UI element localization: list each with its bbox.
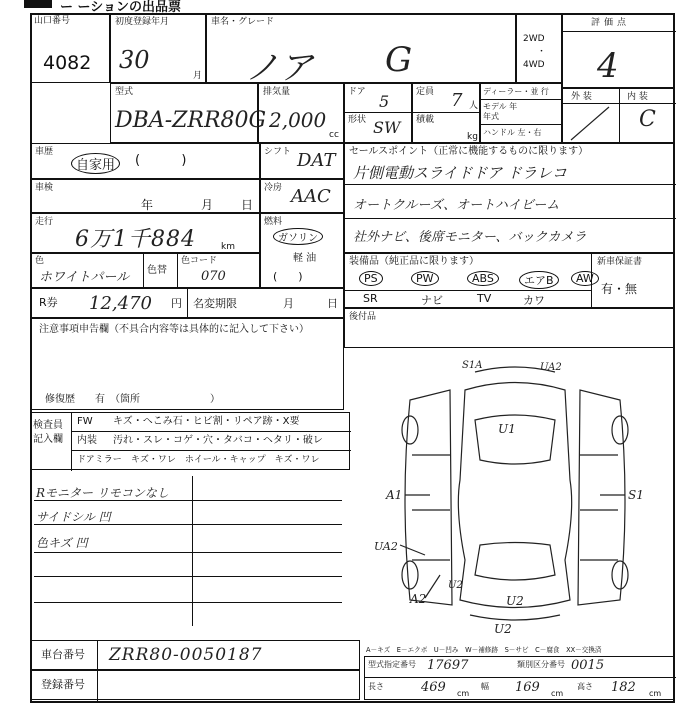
checklist-row1-body: キズ・へこみ石・ヒビ割・リペア跡・X要 [113, 416, 300, 427]
lot-number: 4082 [43, 52, 92, 74]
inspector-note-2: サイドシル 凹 [36, 510, 111, 524]
history-paren: ( ) [135, 153, 187, 168]
sales-point-line-2: オートクルーズ、オートハイビーム [353, 198, 560, 213]
fuel-value: ガソリン [273, 228, 323, 245]
mark-a1: A1 [386, 488, 403, 502]
mark-u2-a: U2 [448, 580, 463, 591]
reg-year-cell [110, 13, 206, 83]
transfer-label: 名変期限 [193, 297, 237, 310]
drive-4wd: 4WD [523, 60, 545, 70]
equip-pw: PW [411, 271, 439, 286]
registration-split [97, 671, 98, 701]
equipment-label: 装備品（純正品に限ります） [349, 256, 479, 267]
color-change-label: 色替 [147, 265, 167, 276]
checklist-block [30, 412, 350, 470]
color-label: 色 [35, 256, 45, 266]
mark-u2-c: U2 [494, 622, 512, 636]
height-value: 182 [611, 680, 636, 695]
grade-label: 評価点 [591, 18, 631, 28]
note-rule-5 [34, 602, 342, 603]
length-unit: cm [457, 689, 470, 698]
dealer-cell [480, 83, 562, 143]
drive-dot: ・ [537, 47, 547, 57]
inspector-notes-area [30, 472, 350, 632]
width-unit: cm [551, 689, 564, 698]
notes-label: 注意事項申告欄（不具合内容等は具体的に記入して下さい） [39, 324, 309, 335]
checklist-split [71, 413, 72, 471]
displacement-unit: cc [329, 130, 339, 140]
repair-history: 修復歴 有 （箇所 ） [45, 394, 220, 405]
shift-label: シフト [264, 147, 292, 157]
fuel-paren: ( ) [273, 270, 303, 283]
new-warranty-value: 有・無 [601, 282, 638, 296]
region-label: 山口番号 [34, 16, 71, 26]
fuel-label: 燃料 [264, 217, 283, 227]
registration-row [30, 670, 360, 700]
chassis-split [97, 641, 98, 671]
mark-a2: A2 [410, 592, 427, 606]
reg-month-unit: 月 [193, 71, 203, 81]
mark-ua2-side: UA2 [374, 540, 398, 553]
mark-s1: S1 [628, 488, 644, 502]
wheel-rr [612, 561, 628, 589]
wheel-fr [612, 416, 628, 444]
inspector-note-3: 色キズ 凹 [36, 536, 88, 550]
inspection-year: 年 [141, 198, 154, 212]
checklist-row2-head: 内装 [77, 435, 97, 446]
int-label: 内 装 [627, 92, 648, 102]
equip-leather: カワ [523, 294, 545, 307]
record-label: 記入欄 [33, 434, 63, 445]
shift-value: DAT [297, 150, 336, 171]
displacement-value: 2,000 [269, 108, 327, 132]
note-split [192, 476, 193, 626]
inspection-day: 日 [241, 198, 254, 212]
shift-cell [260, 143, 344, 179]
header-black-mark [24, 0, 52, 8]
equip-tv: TV [477, 292, 492, 305]
capacity-cell [412, 83, 480, 143]
dealer-line2: モデル 年 [483, 102, 518, 111]
dealer-divider1 [481, 99, 563, 100]
dealer-line1: ディーラー・並 行 [483, 87, 549, 96]
pointer-a2 [425, 575, 440, 598]
model-name-cell [206, 13, 516, 88]
checklist-row2-body: 汚れ・スレ・コゲ・穴・タバコ・ヘタリ・破レ [113, 435, 323, 446]
length-label: 長さ [368, 682, 384, 691]
history-value: 自家用 [71, 153, 120, 174]
int-value: C [639, 107, 656, 132]
equip-navi: ナビ [421, 294, 443, 307]
model-code-cell [110, 83, 267, 143]
ext-label: 外 装 [571, 92, 592, 102]
capacity-unit: 人 [469, 101, 479, 111]
ac-label: 冷房 [264, 183, 283, 193]
dealer-handle: ハンドル 左・右 [483, 128, 542, 137]
mileage-label: 走行 [35, 217, 54, 227]
notes-block [30, 318, 344, 410]
dealer-line3: 年式 [483, 112, 499, 121]
color-code-label: 色コード [181, 256, 218, 266]
grade-divider [563, 31, 676, 32]
equipment-divider [345, 290, 591, 291]
model-name-value: ノア [245, 48, 313, 88]
grade-value: 4 [597, 46, 619, 86]
recycle-split [187, 289, 188, 319]
car-left-side [405, 390, 452, 605]
ac-cell [260, 179, 344, 213]
checklist-row3-head: ドアミラー [77, 455, 122, 465]
height-unit: cm [649, 689, 662, 698]
header-title: ー ーションの出品票 [60, 0, 182, 15]
checklist-row3-body: キズ・ワレ ホイール・キャップ キズ・ワレ [131, 455, 320, 465]
sales-points-label: セールスポイント（正常に機能するものに限ります） [349, 146, 589, 157]
inspector-note-1: Rモニター リモコンなし [36, 486, 169, 500]
mark-ua2-top: UA2 [540, 362, 562, 373]
reg-year-value: 30 [119, 46, 150, 74]
equipment-row1 [359, 269, 594, 289]
transfer-day: 日 [327, 297, 338, 310]
chassis-value: ZRR80-0050187 [109, 645, 263, 665]
color-code-value: 070 [201, 269, 226, 284]
recycle-value: 12,470 [89, 293, 152, 314]
history-row [30, 143, 260, 179]
reg-year-label: 初度登録年月 [115, 17, 170, 27]
fuel-cell [260, 213, 344, 288]
checklist-divider-1 [71, 431, 351, 432]
sales-divider-1 [345, 184, 676, 185]
width-value: 169 [515, 680, 540, 695]
checklist-divider-2 [71, 450, 351, 451]
car-right-side [578, 390, 625, 605]
color-split2 [177, 254, 178, 289]
ext-int-cell [562, 88, 675, 143]
spec-divider [365, 677, 676, 678]
wheel-rl [402, 561, 418, 589]
wheel-fl [402, 416, 418, 444]
aftermarket-block [344, 308, 675, 348]
car-rear-window [475, 543, 555, 581]
equipment-row2 [359, 292, 589, 308]
ext-slash-mark [563, 104, 619, 144]
recycle-row [30, 288, 344, 318]
header-title-bar [20, 0, 340, 15]
displacement-label: 排気量 [263, 87, 291, 97]
shape-label: 形状 [348, 115, 367, 125]
model-code-value: DBA-ZRR80G [115, 108, 267, 133]
height-label: 高さ [577, 682, 593, 691]
model-code-label: 型式 [115, 87, 134, 97]
equip-airbag: エアB [519, 271, 559, 289]
inspection-row [30, 179, 260, 213]
model-grade-value: G [385, 40, 413, 80]
doors-label: ドア [348, 87, 366, 97]
mod-number-value: 17697 [427, 658, 469, 673]
new-warranty-label: 新車保証書 [597, 257, 643, 267]
aftermarket-label: 後付品 [349, 312, 377, 322]
length-value: 469 [421, 680, 446, 695]
doors-cell [344, 83, 412, 143]
damage-legend: A－キズ E－エクボ U－凹み W－補修跡 S－サビ C－腐食 XX－交換済 [366, 646, 602, 654]
load-unit: kg [467, 132, 478, 142]
note-rule-3 [34, 552, 342, 553]
pointer-ua2 [400, 545, 425, 555]
width-label: 幅 [481, 682, 489, 691]
equip-sr: SR [363, 292, 378, 305]
capacity-value: 7 [451, 90, 463, 111]
transfer-month: 月 [283, 297, 294, 310]
equip-aw: AW [571, 271, 599, 286]
sales-point-line-1: 片側電動スライドドア ドラレコ [353, 164, 567, 182]
load-label: 積載 [416, 115, 435, 125]
shape-value: SW [373, 118, 401, 137]
sales-point-line-3: 社外ナビ、後席モニター、バックカメラ [353, 230, 587, 245]
model-name-label: 車名・グレード [211, 17, 275, 27]
inspector-label: 検査員 [33, 420, 63, 431]
inspection-month: 月 [201, 198, 214, 212]
doors-divider [345, 112, 413, 113]
lot-cell [30, 13, 110, 83]
recycle-label: R券 [39, 296, 58, 309]
displacement-cell [258, 83, 344, 143]
capacity-label: 定員 [416, 87, 435, 97]
doors-value: 5 [379, 92, 390, 111]
registration-label: 登録番号 [41, 678, 85, 691]
recycle-unit: 円 [171, 297, 182, 310]
chassis-row [30, 640, 360, 670]
dealer-divider2 [481, 124, 563, 125]
note-rule-4 [34, 576, 342, 577]
mark-s1a: S1A [462, 360, 483, 371]
spec-stats-block [364, 656, 675, 700]
fuel-alt: 軽 油 [293, 253, 317, 264]
color-row [30, 253, 260, 288]
grade-cell [562, 13, 675, 88]
mark-u1: U1 [498, 422, 516, 436]
mark-u2-b: U2 [506, 594, 524, 608]
sales-divider-2 [345, 218, 676, 219]
cat-number-value: 0015 [571, 658, 605, 673]
chassis-label: 車台番号 [41, 648, 85, 661]
ac-value: AAC [291, 186, 331, 207]
ext-int-split [619, 89, 620, 144]
color-split1 [143, 254, 144, 289]
mileage-value: 6万1千884 [75, 227, 196, 252]
checklist-row1-head: FW [77, 416, 93, 427]
drive-2wd: 2WD [523, 34, 545, 44]
history-label: 車歴 [35, 147, 54, 157]
mod-number-label: 型式指定番号 [368, 660, 416, 669]
equipment-block [344, 253, 675, 308]
color-value: ホワイトパール [39, 270, 130, 285]
equip-ps: PS [359, 271, 383, 286]
capacity-divider [413, 112, 481, 113]
drive-cell [516, 13, 562, 83]
cat-number-label: 類別区分番号 [517, 660, 565, 669]
car-rear-bumper [470, 615, 560, 620]
equip-abs: ABS [467, 271, 499, 286]
sales-points-block [344, 143, 675, 253]
inspection-label: 車検 [35, 183, 54, 193]
mileage-row [30, 213, 260, 253]
mileage-unit: km [221, 242, 235, 252]
